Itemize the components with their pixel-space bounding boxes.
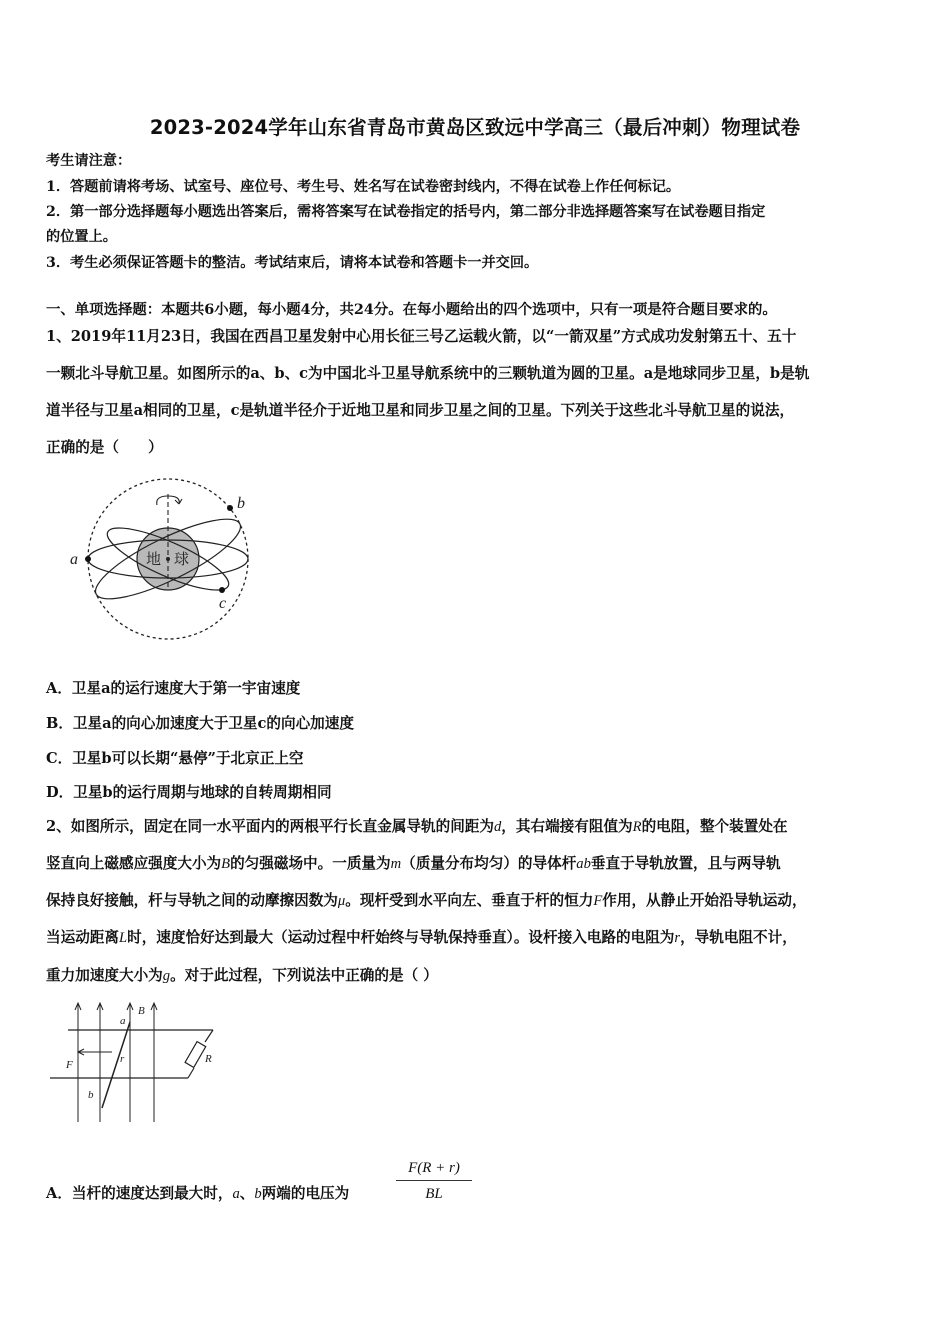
text-run: 时，速度恰好达到最大（运动过程中杆始终与导轨保持垂直）。设杆接入电路的电阻为 [127, 929, 675, 946]
label-R: R [205, 1053, 212, 1065]
text-run: 、 [239, 1185, 255, 1202]
text-run: 2、如图所示，固定在同一水平面内的两根平行长直金属导轨的间距为 [46, 818, 494, 835]
text-run: 重力加速度大小为 [46, 967, 163, 984]
text-run: A．当杆的速度达到最大时， [46, 1185, 233, 1202]
text-run: 的匀强磁场中。一质量为 [230, 855, 391, 872]
wire [205, 1030, 213, 1042]
text-run: 竖直向上磁感应强度大小为 [46, 855, 222, 872]
question-text: 正确的是（ ） [46, 439, 163, 456]
text-run: 垂直于导轨放置，且与两导轨 [590, 855, 781, 872]
question-text: 道半径与卫星a相同的卫星，c是轨道半径介于近地卫星和同步卫星之间的卫星。下列关于这些北斗导航卫星的说法， [46, 402, 795, 419]
option-d: D．卫星b的运行周期与地球的自转周期相同 [46, 784, 332, 801]
question-text [46, 928, 914, 948]
text-run: 作用，从静止开始沿导轨运动， [602, 892, 807, 909]
conducting-rod [102, 1022, 130, 1108]
notice-item: 3．考生必须保证答题卡的整洁。考试结束后，请将本试卷和答题卡一并交回。 [46, 255, 539, 271]
var-F: F [593, 893, 603, 909]
var-d: d [493, 819, 502, 835]
var-a: a [232, 1186, 240, 1202]
label-r: r [120, 1053, 125, 1065]
text-run: 当运动距离 [46, 929, 119, 946]
rail-circuit-diagram [48, 1000, 228, 1125]
text-run: 。对于此过程，下列说法中正确的是（ ） [170, 967, 438, 984]
var-b: b [254, 1186, 262, 1202]
satellite-a [85, 556, 91, 562]
earth-label-left: 地 [146, 552, 162, 568]
option-a [46, 1184, 396, 1204]
label-c: c [219, 595, 227, 612]
notice-item: 1．答题前请将考场、试室号、座位号、考生号、姓名写在试卷密封线内，不得在试卷上作任何标记。 [46, 179, 681, 195]
label-b: b [88, 1089, 94, 1101]
earth-label-right: 球 [174, 552, 190, 568]
satellite-b [227, 505, 233, 511]
label-b: b [237, 495, 245, 512]
satellite-c [219, 587, 225, 593]
satellite-orbit-diagram [62, 472, 262, 644]
var-mu: μ [337, 893, 346, 909]
question-text [46, 854, 914, 874]
option-b: B．卫星a的向心加速度大于卫星c的向心加速度 [46, 715, 354, 732]
question-text: 1、2019年11月23日，我国在西昌卫星发射中心用长征三号乙运载火箭，以“一箭双星”方式成功发射第五十、五十 [46, 328, 797, 345]
voltage-fraction [396, 1158, 472, 1204]
text-run: 的电阻，整个装置处在 [641, 818, 788, 835]
option-a: A．卫星a的运行速度大于第一宇宙速度 [46, 680, 301, 697]
notice-heading: 考生请注意： [46, 153, 132, 169]
fraction-numerator: F(R + r) [408, 1160, 460, 1176]
text-run: 保持良好接触，杆与导轨之间的动摩擦因数为 [46, 892, 338, 909]
var-g: g [162, 968, 171, 984]
notice-item: 2．第一部分选择题每小题选出答案后，需将答案写在试卷指定的括号内，第二部分非选择题答案写在试卷题目指定 [46, 204, 766, 220]
text-run: 两端的电压为 [261, 1185, 350, 1202]
label-a: a [120, 1015, 126, 1027]
label-a: a [70, 551, 78, 568]
label-F: F [66, 1059, 73, 1071]
question-text [46, 891, 914, 911]
earth-center [166, 557, 170, 561]
option-c: C．卫星b可以长期“悬停”于北京正上空 [46, 750, 304, 767]
var-ab: ab [576, 856, 591, 872]
label-B: B [138, 1005, 145, 1017]
text-run: ，其右端接有阻值为 [501, 818, 633, 835]
page-title: 2023-2024学年山东省青岛市黄岛区致远中学高三（最后冲刺）物理试卷 [149, 116, 801, 139]
fraction-bar [396, 1180, 472, 1181]
var-B: B [221, 856, 231, 872]
fraction-denominator: BL [425, 1186, 443, 1202]
resistor [185, 1042, 206, 1068]
text-run: （质量分布均匀）的导体杆 [401, 855, 577, 872]
var-m: m [390, 856, 402, 872]
question-text [46, 817, 914, 837]
wire [188, 1068, 194, 1078]
notice-item: 的位置上。 [46, 229, 117, 245]
text-run: 。现杆受到水平向左、垂直于杆的恒力 [345, 892, 594, 909]
var-R: R [632, 819, 642, 835]
text-run: ，导轨电阻不计， [680, 929, 797, 946]
question-text [46, 966, 914, 986]
question-text: 一颗北斗导航卫星。如图所示的a、b、c为中国北斗卫星导航系统中的三颗轨道为圆的卫星。a是地球同步卫星，b是轨 [46, 365, 810, 382]
var-r: r [674, 930, 681, 946]
var-L: L [118, 930, 128, 946]
section-heading: 一、单项选择题：本题共6小题，每小题4分，共24分。在每小题给出的四个选项中，只有一项是符合题目要求的。 [46, 301, 777, 318]
